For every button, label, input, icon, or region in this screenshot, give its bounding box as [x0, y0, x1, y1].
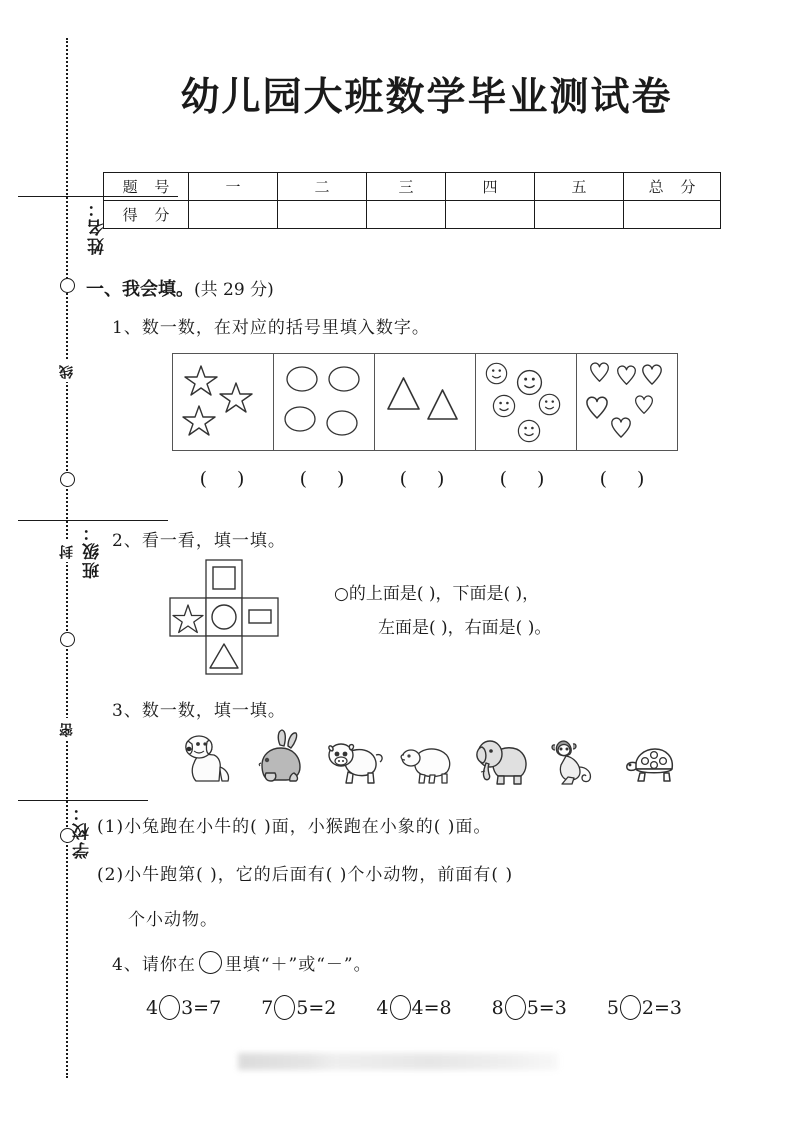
circle-icon	[212, 605, 236, 629]
equation-5-right: 2=3	[641, 996, 683, 1019]
question-1-text: 数一数，在对应的括号里填入数字。	[141, 318, 430, 338]
triangle-icon	[387, 376, 420, 411]
paren-open: (	[299, 468, 307, 490]
score-table-col-1: 一	[189, 173, 278, 201]
rabbit-icon	[250, 727, 312, 789]
table-row-scores	[104, 201, 721, 229]
score-table-col-total: 总 分	[624, 173, 721, 201]
equation-5[interactable]	[607, 995, 682, 1020]
star-icon	[184, 364, 218, 397]
answer-parentheses-3[interactable]	[372, 468, 472, 490]
shape-box-hearts	[577, 354, 677, 450]
paren-open: (	[399, 468, 407, 490]
field-school-rule	[18, 800, 148, 802]
question-4-text-before: 请你在	[141, 955, 196, 975]
shape-count-boxes	[172, 353, 678, 451]
question-3-line-2[interactable]: (2)小牛跑第( )，它的后面有( )个小动物，前面有( )	[97, 865, 514, 885]
question-4-number: 4、	[112, 955, 142, 975]
equation-3-right: 4=8	[411, 996, 452, 1019]
paren-close: )	[337, 468, 345, 490]
seal-word-mi: 密	[57, 718, 77, 740]
score-cell-4[interactable]	[446, 201, 535, 229]
equation-3[interactable]	[376, 995, 451, 1020]
ellipse-icon	[284, 406, 316, 432]
star-icon	[182, 404, 216, 437]
question-3-text: 数一数，填一填。	[141, 701, 286, 721]
score-table-col-3: 三	[367, 173, 446, 201]
cross-shape-diagram	[168, 558, 288, 676]
operator-circle-icon[interactable]	[620, 995, 641, 1020]
operator-circle-icon[interactable]	[505, 995, 526, 1020]
circle-icon	[199, 951, 222, 974]
sheep-icon	[398, 727, 460, 789]
operator-circle-icon[interactable]	[159, 995, 180, 1020]
shape-box-triangles	[375, 354, 476, 450]
animal-row	[176, 727, 682, 789]
score-table-col-4: 四	[446, 173, 535, 201]
smiley-face-icon	[517, 419, 541, 443]
question-1-prompt	[112, 313, 430, 338]
question-4-prompt	[112, 950, 372, 975]
dog-icon	[176, 727, 238, 789]
cow-icon	[324, 727, 386, 789]
paren-open: (	[499, 468, 507, 490]
equation-4-left: 8	[491, 996, 504, 1019]
heart-icon	[641, 364, 663, 386]
question-1-number: 1、	[112, 318, 142, 338]
paren-close: )	[237, 468, 245, 490]
question-2-line-2[interactable]: 左面是( )，右面是( )。	[378, 618, 552, 638]
paren-close: )	[537, 468, 545, 490]
equation-4-right: 5=3	[526, 996, 567, 1019]
star-icon	[219, 381, 253, 414]
question-1-answer-row	[172, 468, 672, 490]
smiley-face-icon	[538, 393, 561, 416]
score-table-row-label-0: 题 号	[104, 173, 189, 201]
score-cell-total[interactable]	[624, 201, 721, 229]
ellipse-icon	[326, 410, 358, 436]
equation-1[interactable]	[146, 995, 221, 1020]
ellipse-icon	[286, 366, 318, 392]
shape-box-smileys	[476, 354, 577, 450]
smiley-face-icon	[516, 369, 543, 396]
heart-icon	[616, 365, 637, 386]
score-table-col-5: 五	[535, 173, 624, 201]
score-cell-2[interactable]	[278, 201, 367, 229]
question-2-text: 看一看，填一填。	[141, 531, 286, 551]
field-class-label: 班级：	[83, 522, 103, 579]
shape-box-stars	[173, 354, 274, 450]
paren-open: (	[599, 468, 607, 490]
equation-1-left: 4	[146, 996, 159, 1019]
question-2-number: 2、	[112, 531, 142, 551]
equation-2-left: 7	[261, 996, 274, 1019]
score-cell-5[interactable]	[535, 201, 624, 229]
seal-word-xian: 线	[57, 360, 77, 382]
redacted-watermark	[238, 1053, 558, 1070]
smiley-face-icon	[492, 394, 516, 418]
score-table-row-label-1: 得 分	[104, 201, 189, 229]
square-icon	[213, 567, 235, 589]
field-school-label: 学校：	[73, 802, 93, 859]
equation-1-right: 3=7	[181, 996, 222, 1019]
equation-5-left: 5	[606, 996, 619, 1019]
smiley-face-icon	[485, 362, 508, 385]
operator-circle-icon[interactable]	[274, 995, 295, 1020]
page-title: 幼儿园大班数学毕业测试卷	[180, 74, 673, 120]
question-3-line-3: 个小动物。	[128, 910, 218, 930]
answer-parentheses-1[interactable]	[172, 468, 272, 490]
question-3-prompt	[112, 696, 286, 721]
question-3-line-1[interactable]: (1)小兔跑在小牛的( )面，小猴跑在小象的( )面。	[97, 817, 492, 837]
paren-open: (	[199, 468, 207, 490]
equation-4[interactable]	[492, 995, 567, 1020]
rectangle-icon	[249, 610, 271, 623]
paren-close: )	[437, 468, 445, 490]
heart-icon	[634, 395, 654, 415]
seal-circle-3	[60, 632, 75, 647]
equation-row	[146, 995, 682, 1020]
equation-2[interactable]	[261, 995, 336, 1020]
question-2-line-1[interactable]: ○的上面是( )，下面是( )，	[334, 584, 540, 604]
section-heading-1	[86, 275, 274, 301]
monkey-icon	[546, 727, 608, 789]
table-row-question-numbers	[104, 173, 721, 201]
answer-parentheses-4[interactable]	[472, 468, 572, 490]
heart-icon	[589, 362, 610, 383]
triangle-icon	[427, 388, 458, 421]
score-cell-3[interactable]	[367, 201, 446, 229]
heart-icon	[610, 417, 632, 439]
heart-icon	[585, 396, 609, 420]
equation-2-right: 5=2	[296, 996, 337, 1019]
section-points: (共 29 分)	[194, 280, 274, 300]
question-3-number: 3、	[112, 701, 142, 721]
seal-circle-2	[60, 472, 75, 487]
elephant-icon	[472, 727, 534, 789]
seal-circle-1	[60, 278, 75, 293]
score-table-col-2: 二	[278, 173, 367, 201]
paren-close: )	[637, 468, 645, 490]
answer-parentheses-5[interactable]	[572, 468, 672, 490]
field-class-rule	[18, 520, 168, 522]
operator-circle-icon[interactable]	[390, 995, 411, 1020]
answer-parentheses-2[interactable]	[272, 468, 372, 490]
section-heading-text: 一、我会填。	[86, 279, 194, 300]
question-4-text-after: 里填“＋”或“－”。	[224, 955, 372, 975]
question-2-prompt	[112, 526, 286, 551]
equation-3-left: 4	[376, 996, 389, 1019]
ellipse-icon	[328, 366, 360, 392]
seal-word-feng: 封	[57, 540, 77, 562]
score-cell-1[interactable]	[189, 201, 278, 229]
score-table	[103, 172, 721, 229]
turtle-icon	[620, 727, 682, 789]
shape-box-ellipses	[274, 354, 375, 450]
field-name-label: 姓名：	[88, 198, 108, 255]
